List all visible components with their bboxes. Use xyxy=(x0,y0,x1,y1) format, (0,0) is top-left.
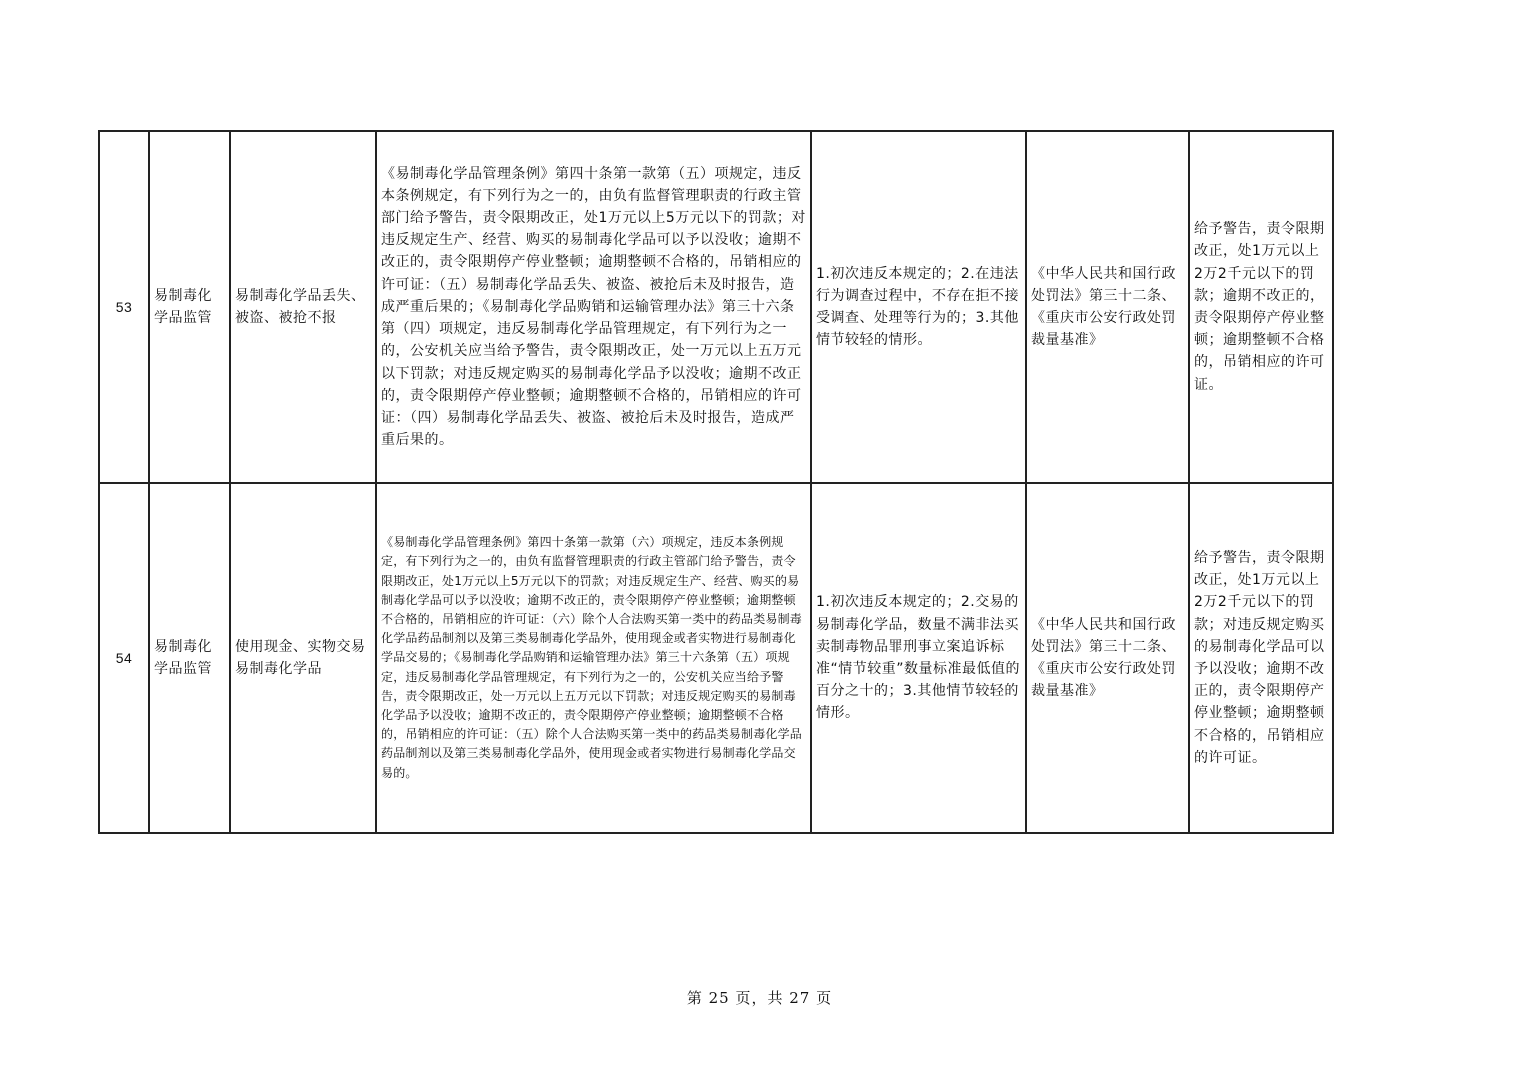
row-number: 54 xyxy=(99,483,149,833)
conditions-cell: 1.初次违反本规定的；2.在违法行为调查过程中，不存在拒不接受调查、处理等行为的；3.其他情节较轻的情形。 xyxy=(811,131,1026,483)
table-row xyxy=(99,483,1333,833)
category-cell: 易制毒化学品监管 xyxy=(149,483,230,833)
violation-item-cell: 易制毒化学品丢失、被盗、被抢不报 xyxy=(230,131,376,483)
legal-basis-cell: 《易制毒化学品管理条例》第四十条第一款第（六）项规定，违反本条例规定，有下列行为之一的，由负有监督管理职责的行政主管部门给予警告，责令限期改正，处1万元以上5万元以下的罚款；对违反规定生产、经营、购买的易制毒化学品可以予以没收；逾期不改正的，责令限期停产停业整顿；逾期整顿不合格的，吊销相应的许可证：（六）除个人合法购买第一类中的药品类易制毒化学品药品制剂以及第三类易制毒化学品外，使用现金或者实物进行易制毒化学品交易的；《易制毒化学品购销和运输管理办法》第三十六条第（五）项规定，违反易制毒化学品管理规定，有下列行为之一的，公安机关应当给予警告，责令限期改正，处一万元以上五万元以下罚款；对违反规定购买的易制毒化学品予以没收；逾期不改正的，责令限期停产停业整顿；逾期整顿不合格的，吊销相应的许可证：（五）除个人合法购买第一类中的药品类易制毒化学品药品制剂以及第三类易制毒化学品外，使用现金或者实物进行易制毒化学品交易的。 xyxy=(376,483,811,833)
row-number: 53 xyxy=(99,131,149,483)
table-row xyxy=(99,131,1333,483)
violation-item-cell: 使用现金、实物交易易制毒化学品 xyxy=(230,483,376,833)
category-cell: 易制毒化学品监管 xyxy=(149,131,230,483)
law-reference-cell: 《中华人民共和国行政处罚法》第三十二条、《重庆市公安行政处罚裁量基准》 xyxy=(1026,131,1189,483)
penalty-table xyxy=(98,130,1334,834)
page-footer: 第 25 页，共 27 页 xyxy=(686,989,833,1007)
penalty-cell: 给予警告，责令限期改正，处1万元以上2万2千元以下的罚款；逾期不改正的，责令限期停产停业整顿；逾期整顿不合格的，吊销相应的许可证。 xyxy=(1189,131,1333,483)
conditions-cell: 1.初次违反本规定的；2.交易的易制毒化学品，数量不满非法买卖制毒物品罪刑事立案追诉标准“情节较重”数量标准最低值的百分之十的；3.其他情节较轻的情形。 xyxy=(811,483,1026,833)
legal-basis-cell: 《易制毒化学品管理条例》第四十条第一款第（五）项规定，违反本条例规定，有下列行为之一的，由负有监督管理职责的行政主管部门给予警告，责令限期改正，处1万元以上5万元以下的罚款；对违反规定生产、经营、购买的易制毒化学品可以予以没收；逾期不改正的，责令限期停产停业整顿；逾期整顿不合格的，吊销相应的许可证：（五）易制毒化学品丢失、被盗、被抢后未及时报告，造成严重后果的；《易制毒化学品购销和运输管理办法》第三十六条第（四）项规定，违反易制毒化学品管理规定，有下列行为之一的，公安机关应当给予警告，责令限期改正，处一万元以上五万元以下罚款；对违反规定购买的易制毒化学品予以没收；逾期不改正的，责令限期停产停业整顿；逾期整顿不合格的，吊销相应的许可证：（四）易制毒化学品丢失、被盗、被抢后未及时报告，造成严重后果的。 xyxy=(376,131,811,483)
law-reference-cell: 《中华人民共和国行政处罚法》第三十二条、《重庆市公安行政处罚裁量基准》 xyxy=(1026,483,1189,833)
penalty-cell: 给予警告，责令限期改正，处1万元以上2万2千元以下的罚款；对违反规定购买的易制毒化学品可以予以没收；逾期不改正的，责令限期停产停业整顿；逾期整顿不合格的，吊销相应的许可证。 xyxy=(1189,483,1333,833)
